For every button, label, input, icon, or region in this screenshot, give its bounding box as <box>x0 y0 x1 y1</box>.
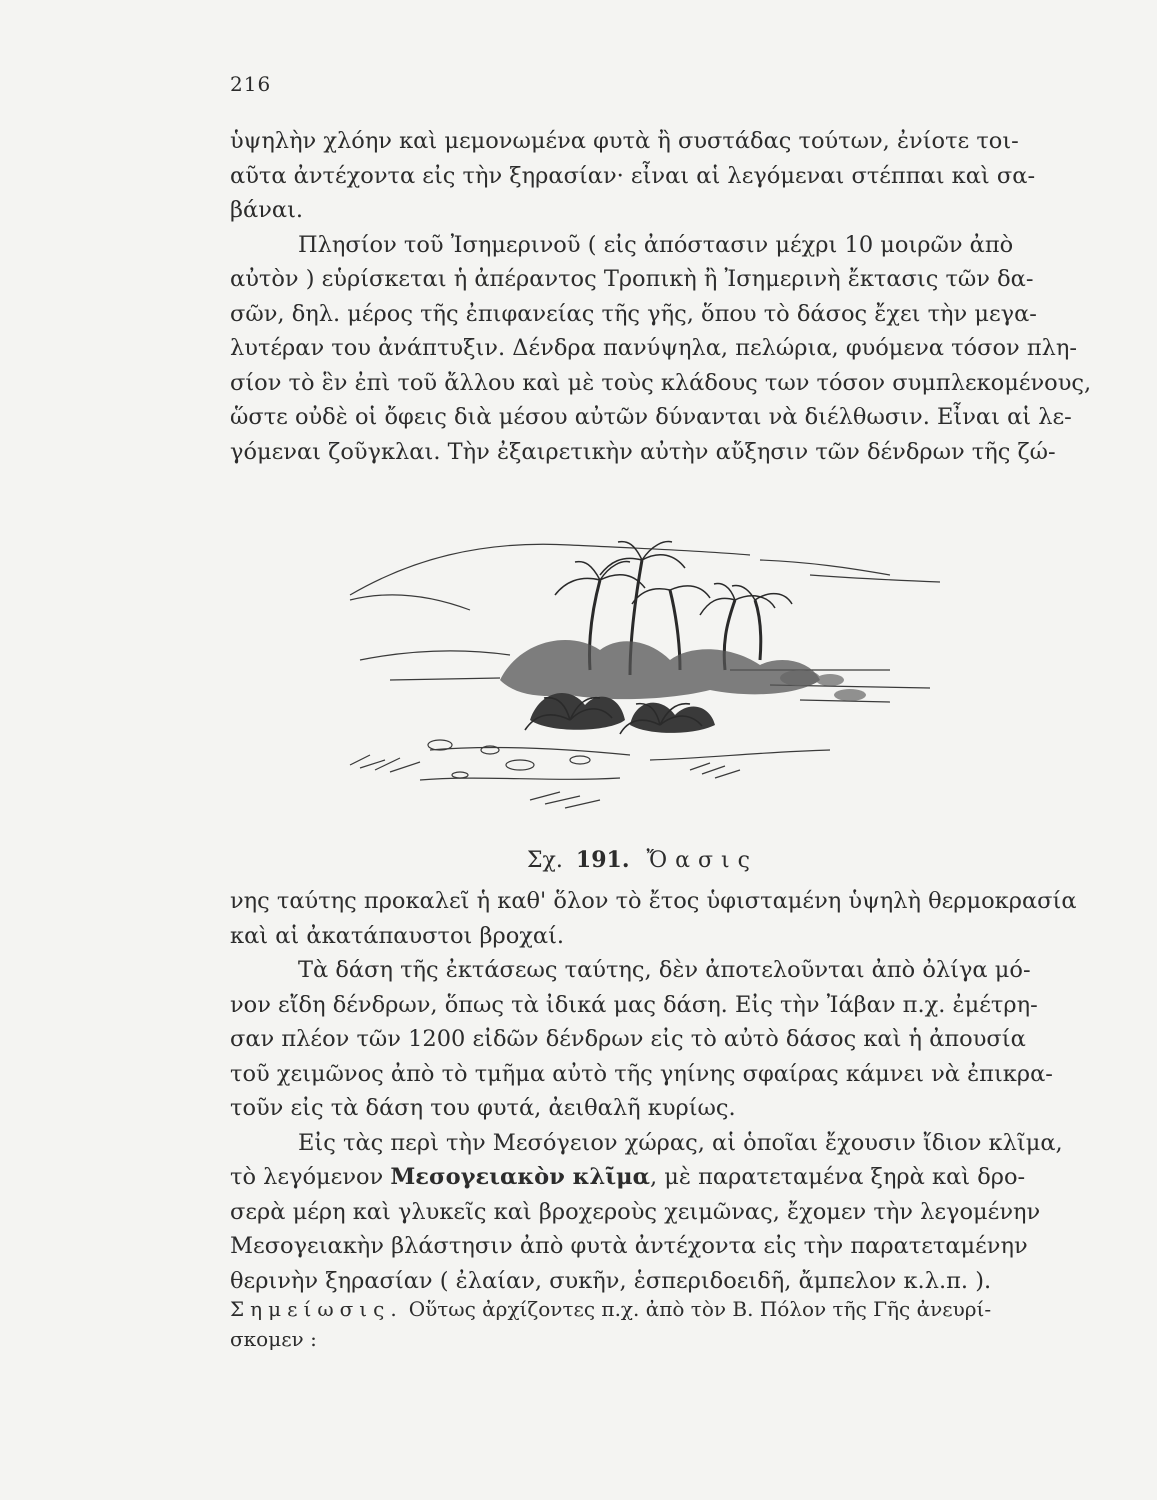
text-line: αὐτὸν ) εὑρίσκεται ἡ ἀπέραντος Τροπικὴ ἢ Ἰσημερινὴ ἔκτασις τῶν δα- <box>230 266 1034 292</box>
text-fragment: , μὲ παρατεταμένα ξηρὰ καὶ δρο- <box>649 1164 1026 1190</box>
text-line: καὶ αἱ ἀκατάπαυστοι βροχαί. <box>230 922 565 949</box>
page-number: 216 <box>230 72 272 96</box>
text-line: Τὰ δάση τῆς ἐκτάσεως ταύτης, δὲν ἀποτελοῦνται ἀπὸ ὀλίγα μό- <box>298 957 1031 983</box>
text-fragment: τὸ λεγόμενον <box>230 1164 384 1190</box>
term-mediterranean-climate: Μεσογειακὸν κλῖμα <box>390 1164 650 1190</box>
text-line: λυτέραν του ἀνάπτυξιν. Δένδρα πανύψηλα, πελώρια, φυόμενα τόσον πλη- <box>230 335 1077 361</box>
caption-number: 191. <box>575 847 630 873</box>
note <box>230 1294 1030 1354</box>
note-line: σκομεν : <box>230 1327 317 1351</box>
text-line: ὥστε οὐδὲ οἱ ὄφεις διὰ μέσου αὐτῶν δύνανται νὰ διέλθωσιν. Εἶναι αἱ λε- <box>230 404 1072 430</box>
paragraph-tropical-forest <box>230 228 1092 470</box>
text-line: Μεσογειακὴν βλάστησιν ἀπὸ φυτὰ ἀντέχοντα εἰς τὴν παρατεταμένην <box>230 1233 1028 1259</box>
top-text-block <box>230 124 1092 469</box>
note-text: Οὕτως ἀρχίζοντες π.χ. ἀπὸ τὸν Β. Πόλον τῆς Γῆς ἀνευρί- <box>408 1297 992 1321</box>
text-line: γόμεναι ζοῦγκλαι. Τὴν ἐξαιρετικὴν αὐτὴν αὔξησιν τῶν δένδρων τῆς ζώ- <box>230 438 1056 465</box>
note-label: Σημείωσις. <box>230 1297 403 1321</box>
bottom-text-block <box>230 884 1077 1298</box>
oasis-drawing <box>330 520 950 840</box>
text-line: βάναι. <box>230 197 304 223</box>
note-line <box>230 1294 1030 1324</box>
text-line: σίον τὸ ἓν ἐπὶ τοῦ ἄλλου καὶ μὲ τοὺς κλάδους των τόσον συμπλεκομένους, <box>230 369 1092 396</box>
figure-caption <box>527 847 758 873</box>
text-line: ὑψηλὴν χλόην καὶ μεμονωμένα φυτὰ ἢ συστάδας τούτων, ἐνίοτε τοι- <box>230 128 1019 154</box>
oasis-illustration <box>330 520 950 840</box>
caption-title: Ὄασις <box>646 848 758 873</box>
text-line: νον εἴδη δένδρων, ὅπως τὰ ἰδικά μας δάση. Εἰς τὴν Ἰάβαν π.χ. ἐμέτρη- <box>230 991 1038 1018</box>
text-line: αῦτα ἀντέχοντα εἰς τὴν ξηρασίαν· εἶναι αἱ λεγόμεναι στέππαι καὶ σα- <box>230 162 1036 189</box>
text-line: τοῦν εἰς τὰ δάση του φυτά, ἀειθαλῆ κυρίως. <box>230 1095 736 1121</box>
paragraph-savanna <box>230 124 1036 228</box>
text-line: Εἰς τὰς περὶ τὴν Μεσόγειον χώρας, αἱ ὁποῖαι ἔχουσιν ἴδιον κλῖμα, <box>298 1129 1063 1156</box>
paragraph-mediterranean <box>230 1126 1063 1299</box>
text-line: Πλησίον τοῦ Ἰσημερινοῦ ( εἰς ἀπόστασιν μέχρι 10 μοιρῶν ἀπὸ <box>298 231 1014 258</box>
text-line: νης ταύτης προκαλεῖ ἡ καθ' ὅλον τὸ ἔτος ὑφισταμένη ὑψηλὴ θερμοκρασία <box>230 888 1077 914</box>
paragraph-forest-species <box>230 953 1053 1126</box>
text-line: θερινὴν ξηρασίαν ( ἐλαίαν, συκῆν, ἑσπεριδοειδῆ, ἄμπελον κ.λ.π. ). <box>230 1267 992 1294</box>
caption-prefix: Σχ. <box>527 848 563 873</box>
text-line: τοῦ χειμῶνος ἀπὸ τὸ τμῆμα αὐτὸ τῆς γηίνης σφαίρας κάμνει νὰ ἐπικρα- <box>230 1060 1053 1087</box>
text-line: σερὰ μέρη καὶ γλυκεῖς καὶ βροχεροὺς χειμῶνας, ἔχομεν τὴν λεγομένην <box>230 1198 1041 1225</box>
text-line <box>230 1160 1030 1195</box>
text-line: σῶν, δηλ. μέρος τῆς ἐπιφανείας τῆς γῆς, ὅπου τὸ δάσος ἔχει τὴν μεγα- <box>230 300 1037 327</box>
text-line: σαν πλέον τῶν 1200 εἰδῶν δένδρων εἰς τὸ αὐτὸ δάσος καὶ ἡ ἀπουσία <box>230 1026 1026 1052</box>
paragraph-continuation <box>230 884 1077 953</box>
